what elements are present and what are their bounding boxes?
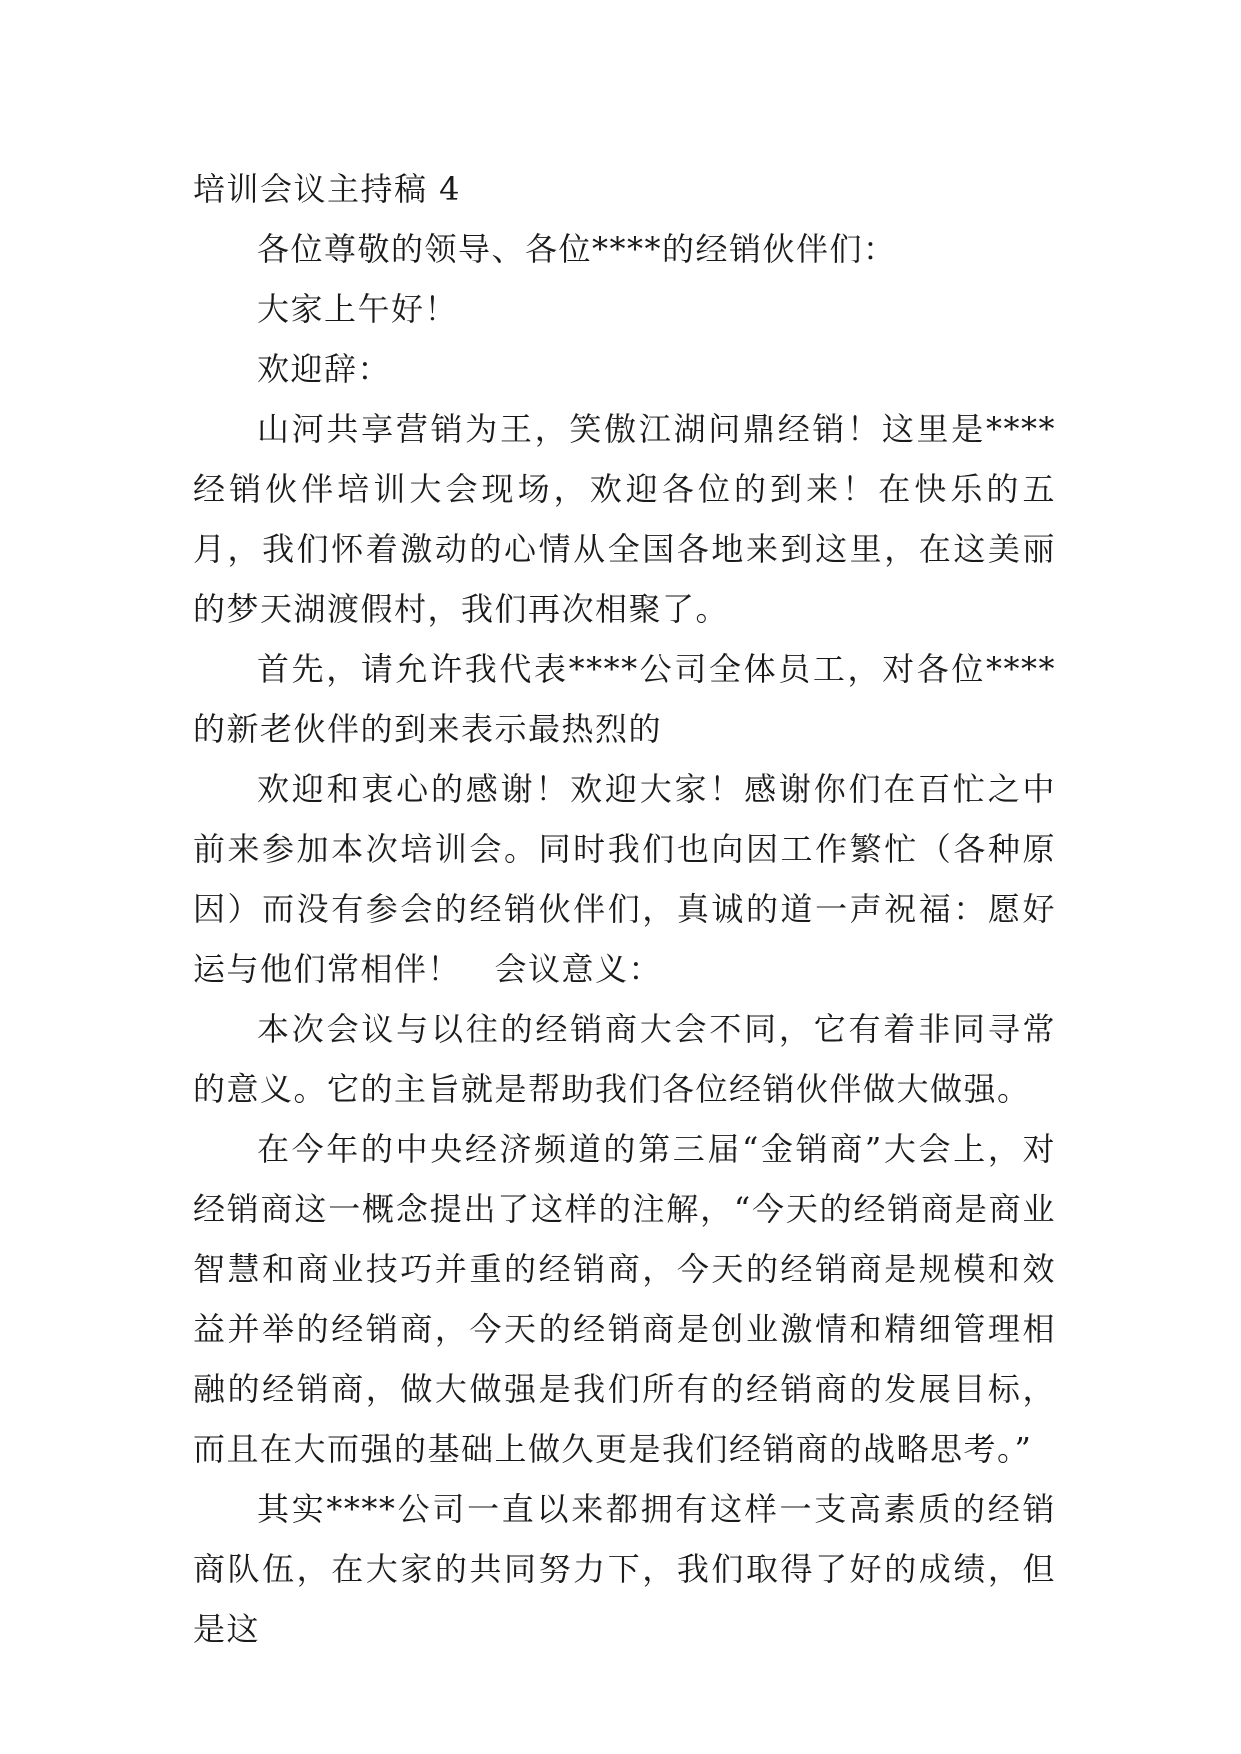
paragraph-welcome-speech: 山河共享营销为王，笑傲江湖问鼎经销！这里是****经销伙伴培训大会现场，欢迎各位的到来！在快乐的五月，我们怀着激动的心情从全国各地来到这里，在这美丽的梦天湖渡假村，我们再次相聚了。 xyxy=(193,410,1056,628)
paragraph-welcome-thanks: 欢迎和衷心的感谢！欢迎大家！感谢你们在百忙之中前来参加本次培训会。同时我们也向因工作繁忙（各种原因）而没有参会的经销伙伴们，真诚的道一声祝福：愿好运与他们常相伴！ 会议意义： xyxy=(193,770,1056,988)
paragraph-greeting: 大家上午好！ xyxy=(257,290,459,328)
paragraph-dealer-definition: 在今年的中央经济频道的第三届“金销商”大会上，对经销商这一概念提出了这样的注解，“今天的经销商是商业智慧和商业技巧并重的经销商，今天的经销商是规模和效益并举的经销商，今天的经销商是创业激情和精细管理相融的经销商，做大做强是我们所有的经销商的发展目标，而且在大而强的基础上做久更是我们经销商的战略思考。” xyxy=(193,1130,1056,1468)
paragraph-dealer-team: 其实****公司一直以来都拥有这样一支高素质的经销商队伍，在大家的共同努力下，我们取得了好的成绩，但是这 xyxy=(193,1490,1056,1648)
document-title: 培训会议主持稿 4 xyxy=(193,170,462,208)
paragraph-first-thanks: 首先，请允许我代表****公司全体员工，对各位****的新老伙伴的到来表示最热烈的 xyxy=(193,650,1056,748)
paragraph-meeting-significance: 本次会议与以往的经销商大会不同，它有着非同寻常的意义。它的主旨就是帮助我们各位经销伙伴做大做强。 xyxy=(193,1010,1056,1108)
paragraph-salutation: 各位尊敬的领导、各位****的经销伙伴们： xyxy=(257,230,897,268)
document-body xyxy=(193,159,1056,1659)
paragraph-welcome-heading: 欢迎辞： xyxy=(257,350,392,388)
